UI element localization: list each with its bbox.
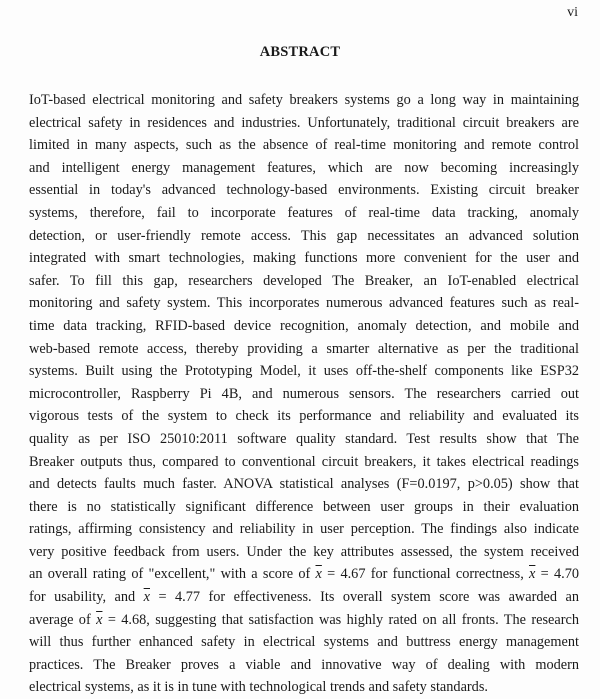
abstract-line: web-based remote access, thereby providing a smarter alternative as per the traditional <box>29 340 579 357</box>
abstract-line: limited in many aspects, such as the absence of real-time monitoring and remote control <box>29 137 579 154</box>
abstract-line-last: electrical systems, as it is in tune with technological trends and safety standards. <box>29 679 488 696</box>
abstract-line: there is no statistically significant difference between user groups in their evaluation <box>29 498 579 515</box>
mean-symbol: $\overline{x}$ <box>529 566 536 583</box>
mean-symbol: $\overline{x}$ <box>315 566 322 583</box>
mean-symbol: $\overline{x}$ <box>143 589 150 606</box>
abstract-line: quality as per ISO 25010:2011 software quality standard. Test results show that The <box>29 430 579 447</box>
abstract-line: monitoring and safety system. This incorporates numerous advanced features such as real- <box>29 295 579 312</box>
abstract-line: IoT-based electrical monitoring and safety breakers systems go a long way in maintaining <box>29 92 579 108</box>
abstract-line: systems, therefore, fail to incorporate features of real-time data tracking, anomaly <box>29 204 579 221</box>
abstract-line: and detects faults much faster. ANOVA statistical analyses (F=0.0197, p>0.05) show that <box>29 476 579 493</box>
abstract-line: and intelligent energy management features, which are now becoming increasingly <box>29 159 579 176</box>
abstract-line-scores-1: an overall rating of "excellent," with a score of $\overline{x} = 4.67$ for functional correctness, $\overline{x} = 4.70$ <box>29 566 579 583</box>
abstract-line: electrical safety in residences and industries. Unfortunately, traditional circuit breakers are <box>29 114 579 131</box>
abstract-line: will thus further enhanced safety in electrical systems and buttress energy management <box>29 634 579 651</box>
abstract-line: Breaker outputs thus, compared to conventional circuit breakers, it takes electrical readings <box>29 453 579 470</box>
abstract-body <box>29 89 579 699</box>
abstract-line: time data tracking, RFID-based device recognition, anomaly detection, and mobile and <box>29 317 579 334</box>
page-title: ABSTRACT <box>259 44 341 60</box>
abstract-line-scores-2: for usability, and $\overline{x} = 4.77$ for effectiveness. Its overall system score was awarded an <box>29 589 579 606</box>
abstract-line: practices. The Breaker proves a viable and innovative way of dealing with modern <box>29 656 579 673</box>
page-number: vi <box>567 5 578 20</box>
abstract-line: ratings, affirming consistency and reliability in user perception. The findings also indicate <box>29 521 579 538</box>
abstract-line: vigorous tests of the system to check its performance and reliability and evaluated its <box>29 408 579 425</box>
abstract-line: essential in today's advanced technology-based environments. Existing circuit breaker <box>29 182 579 199</box>
abstract-line: detection, or user-friendly remote access. This gap necessitates an advanced solution <box>29 227 579 244</box>
mean-symbol: $\overline{x}$ <box>96 611 103 628</box>
abstract-line: very positive feedback from users. Under the key attributes assessed, the system received <box>29 543 579 560</box>
abstract-line: safer. To fill this gap, researchers developed The Breaker, an IoT-enabled electrical <box>29 272 579 289</box>
abstract-line-scores-3: average of $\overline{x} = 4.68$, suggesting that satisfaction was highly rated on all fronts. The research <box>29 611 580 628</box>
abstract-line: systems. Built using the Prototyping Model, it uses off-the-shelf components like ESP32 <box>29 363 579 380</box>
abstract-line: microcontroller, Raspberry Pi 4B, and numerous sensors. The researchers carried out <box>29 385 579 402</box>
abstract-line: integrated with smart technologies, making functions more convenient for the user and <box>29 250 579 267</box>
